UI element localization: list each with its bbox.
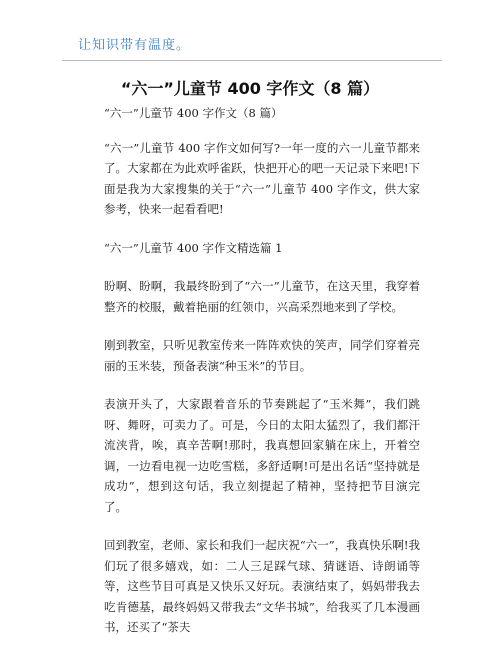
section-heading: “六一”儿童节 400 字作文精选篇 1 [104, 240, 283, 255]
header-slogan: 让知识带有温度。 [78, 38, 191, 53]
body-paragraph-2: 刚到教室，只听见教室传来一阵阵欢快的笑声，同学们穿着亮丽的玉米装，预备表演“种玉米”的节目。 [104, 338, 420, 373]
body-paragraph-3: 表演开头了，大家跟着音乐的节奏跳起了“玉米舞”，我们跳呀、舞呀，可卖力了。可是，今日的太阳太猛烈了，我们都汗流浃背，唉，真辛苦啊!那时，我真想回家躺在床上，开着空调，一边看电视一边吃雪糕，多舒适啊!可是出名话“坚持就是成功”，想到这句话，我立刻提起了精神，坚持把节目演完了。 [104, 397, 420, 514]
document-body [104, 103, 420, 656]
page-header [0, 0, 500, 62]
header-divider [62, 60, 442, 61]
document-title: “六一”儿童节 400 字作文（8 篇） [120, 79, 380, 98]
intro-paragraph: “六一”儿童节 400 字作文如何写?一年一度的六一儿童节都来了。大家都在为此欢呼雀跃，快把开心的吧一天记录下来吧!下面是我为大家搜集的关于“六一”儿童节 400 字作文，供大家参考，快来一起看看吧! [104, 140, 420, 216]
document-subtitle: “六一”儿童节 400 字作文（8 篇） [104, 106, 283, 120]
body-paragraph-1: 盼啊、盼啊，我最终盼到了“六一”儿童节，在这天里，我穿着整齐的校服，戴着艳丽的红领巾，兴高采烈地来到了学校。 [104, 279, 420, 314]
body-paragraph-4: 回到教室，老师、家长和我们一起庆祝“六一”，我真快乐啊!我们玩了很多嬉戏，如：二人三足踩气球、猜谜语、诗朗诵等等，这些节目可真是又快乐又好玩。表演结束了，妈妈带我去吃肯德基，最终妈妈又带我去“文华书城”，给我买了几本漫画书，还买了“茶夫 [104, 538, 420, 634]
